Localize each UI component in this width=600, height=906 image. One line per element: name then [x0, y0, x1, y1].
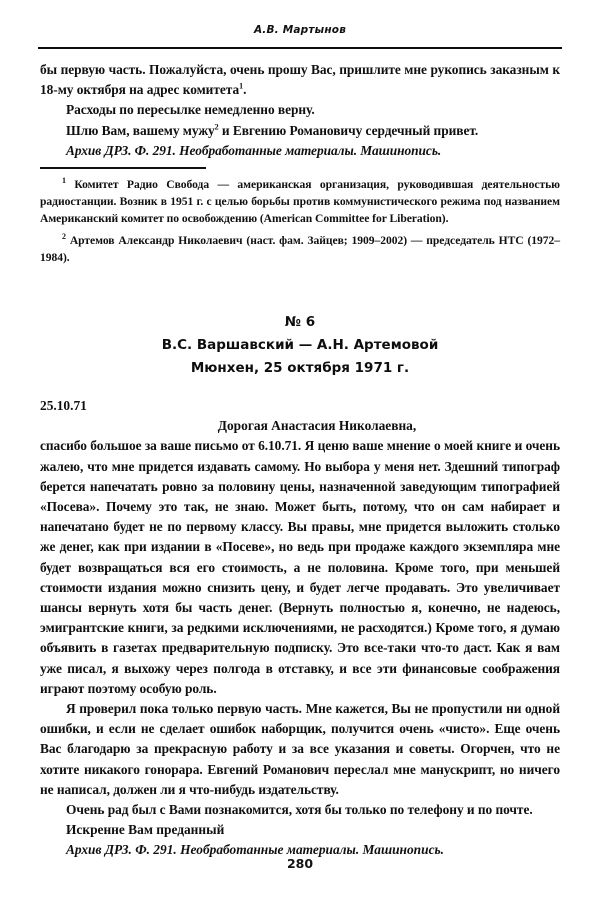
- letter-paragraph-1: спасибо большое за ваше письмо от 6.10.71. Я ценю ваше мнение о моей книге и очень жалею, что мне придется издавать самому. Но выбора у меня нет. Здешний типограф берется напечатать ровно за половину цены, назначенной заведующим типографией «Посева». Почему это так, не знаю. Может быть, потому, что он сам набирает и напечатано будет не по первому классу. Вы правы, мне придется выложить столько же денег, как при издании в «Посеве», но ведь при продаже каждого экземпляра мне будет возвращаться вся его стоимость, а не половина. Кроме того, при меньшей стоимости издания можно снизить цену, и будет легче продавать. Это увеличивает шансы вернуть хотя бы часть денег. (Вернуть полностью я, конечно, не надеюсь, эмигрантские книги, за редкими исключениями, не расходятся.) Кроме того, я думаю объявить в газетах предварительную подписку. Это все-таки что-то даст. Как я вам уже писал, я выхожу через полгода в отставку, и все эти финансовые соображения играют поэтому особую роль.: [40, 438, 560, 696]
- letter-number: № 6: [284, 314, 316, 330]
- footnotes-block: [40, 176, 560, 266]
- running-head: А.В. Мартынов: [253, 24, 347, 36]
- footnote-text-2: Артемов Александр Николаевич (наст. фам. Зайцев; 1909–2002) — председатель НТС (1972–1984).: [40, 233, 560, 264]
- paragraph-expenses: Расходы по пересылке немедленно верну.: [66, 102, 315, 118]
- letter-correspondents: В.С. Варшавский — А.Н. Артемовой: [161, 337, 439, 353]
- letter-salutation: Дорогая Анастасия Николаевна,: [217, 418, 417, 434]
- footnote-marker-1: 1: [62, 176, 66, 186]
- letter-heading: [40, 312, 560, 379]
- footnote-text-1: Комитет Радио Свобода — американская организация, руководившая деятельностью радиостанции. Возник в 1951 г. с целью борьбы против коммунистического режима под названием Американский комитет по освобождению (American Committee for Liberation).: [40, 178, 560, 226]
- paragraph-continued-text: бы первую часть. Пожалуйста, очень прошу Вас, пришлите мне рукопись заказным к 18-му октября на адрес комитета: [40, 62, 560, 98]
- header-rule: [38, 47, 562, 49]
- paragraph-greetings-b: и Евгению Романовичу сердечный привет.: [218, 122, 479, 138]
- footnote-separator: [40, 167, 206, 169]
- letter-signature: Искренне Вам преданный: [66, 822, 225, 838]
- footnote-marker-2: 2: [62, 231, 66, 241]
- paragraph-greetings: [40, 121, 560, 141]
- letter-body: [40, 396, 560, 861]
- footnote-item: [40, 232, 560, 266]
- page-number: 280: [286, 856, 314, 871]
- letter-date-line: 25.10.71: [40, 398, 87, 413]
- paragraph-continued-tail: .: [243, 82, 247, 98]
- paragraph-continued: [40, 60, 560, 100]
- footnote-ref-2[interactable]: 2: [214, 122, 219, 132]
- letter-paragraph-2: Я проверил пока только первую часть. Мне кажется, Вы не пропустили ни одной ошибки, и если не сделает ошибок наборщик, получится очень «чисто». Еще очень Вас благодарю за прекрасную работу и за все указания и советы. Огорчен, что не хотите никакого гонорара. Евгений Романович переслал мне манускрипт, но ничего не написал, должен ли я что-нибудь издательству.: [40, 701, 560, 797]
- footnote-ref-1[interactable]: 1: [239, 81, 244, 91]
- archive-citation-top: Архив ДРЗ. Ф. 291. Необработанные материалы. Машинопись.: [66, 142, 442, 158]
- continued-text-block: [40, 60, 560, 161]
- archive-citation-bottom: Архив ДРЗ. Ф. 291. Необработанные материалы. Машинопись.: [66, 842, 444, 858]
- letter-paragraph-3: Очень рад был с Вами познакомится, хотя бы только по телефону и по почте.: [66, 802, 533, 818]
- letter-place-date: Мюнхен, 25 октября 1971 г.: [190, 360, 410, 376]
- paragraph-greetings-a: Шлю Вам, вашему мужу: [66, 122, 215, 138]
- footnote-item: [40, 176, 560, 228]
